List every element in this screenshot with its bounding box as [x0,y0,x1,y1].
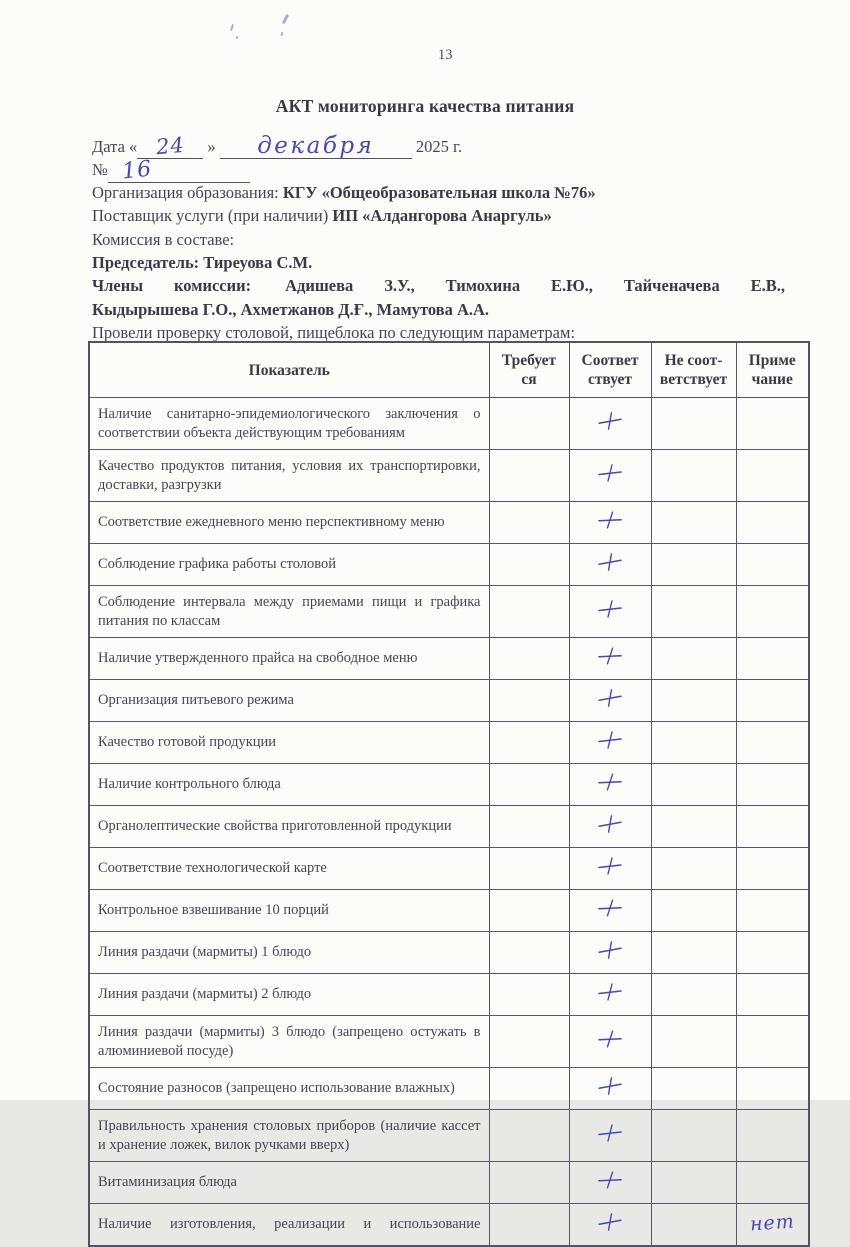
document-title: АКТ мониторинга качества питания [275,96,575,116]
ink-smudge [230,24,234,31]
cell-not-conforms [651,1204,736,1247]
header-line: ствует [587,371,633,388]
intro-line: Провели проверку столовой, пищеблока по следующим параметрам: [92,323,576,343]
cell-not-conforms [651,398,736,450]
handwritten-check-mark [595,686,624,710]
handwritten-number: 16 [120,156,154,185]
cell-note [736,1110,809,1162]
cell-required [489,1016,569,1068]
row-indicator-label: Линия раздачи (мармиты) 1 блюдо [89,932,489,974]
cell-required [489,544,569,586]
handwritten-check-mark [595,812,624,836]
cell-required [489,764,569,806]
cell-conforms [569,848,651,890]
table-row [89,586,809,638]
cell-not-conforms [651,1110,736,1162]
cell-note [736,544,809,586]
cell-note [736,890,809,932]
table-row [89,680,809,722]
cell-note [736,398,809,450]
row-indicator-label: Линия раздачи (мармиты) 3 блюдо (запрещено остужать в алюминиевой посуде) [89,1016,489,1068]
row-indicator-label: Витаминизация блюда [89,1162,489,1204]
date-prefix: Дата « [92,137,138,156]
header-line: ся [521,371,537,388]
cell-not-conforms [651,586,736,638]
page-number: 13 [438,47,453,63]
cell-conforms [569,806,651,848]
cell-not-conforms [651,502,736,544]
cell-note [736,1204,809,1247]
cell-note [736,450,809,502]
cell-conforms [569,1110,651,1162]
cell-required [489,890,569,932]
cell-required [489,932,569,974]
cell-note [736,932,809,974]
cell-conforms [569,1016,651,1068]
ink-smudge [282,14,289,24]
table-row [89,764,809,806]
row-indicator-label: Органолептические свойства приготовленной продукции [89,806,489,848]
cell-conforms [569,638,651,680]
table-body [89,398,809,1247]
supplier-value: ИП «Алдангорова Анаргуль» [332,206,552,226]
header-line: Требует [501,352,557,369]
row-indicator-label: Соответствие технологической карте [89,848,489,890]
cell-required [489,680,569,722]
cell-note [736,848,809,890]
cell-conforms [569,1162,651,1204]
cell-note [736,806,809,848]
handwritten-check-mark [595,938,624,962]
col-header-not-conforms [651,342,736,398]
header-line: Приме [748,352,796,369]
table-row [89,1204,809,1247]
cell-not-conforms [651,848,736,890]
handwritten-check-mark [596,462,624,484]
cell-required [489,398,569,450]
cell-not-conforms [651,1162,736,1204]
row-indicator-label: Наличие санитарно-эпидемиологического заключения о соответствии объекта действующим требованиям [89,398,489,450]
cell-note [736,764,809,806]
ink-smudge [281,32,284,36]
cell-required [489,1068,569,1110]
table-row [89,1016,809,1068]
cell-conforms [569,932,651,974]
handwritten-check-mark [595,1168,624,1192]
header-line: Соответ [581,352,639,369]
table-row [89,544,809,586]
handwritten-check-mark [595,1210,624,1234]
chairman-line: Председатель: Тиреуова С.М. [92,252,313,272]
cell-not-conforms [651,450,736,502]
cell-note [736,722,809,764]
row-indicator-label: Соблюдение интервала между приемами пищи и графика питания по классам [89,586,489,638]
members-names-1: Адишева З.У., Тимохина Е.Ю., Тайченачева Е.В., [285,276,785,296]
cell-conforms [569,890,651,932]
handwritten-note: нет [749,1210,796,1236]
table-row [89,932,809,974]
table-row [89,398,809,450]
table-row [89,1110,809,1162]
handwritten-check-mark [595,644,624,668]
table-row [89,890,809,932]
date-close-quote: » [207,137,216,156]
organization-line [92,181,785,204]
date-month-blank [220,134,412,159]
row-indicator-label: Состояние разносов (запрещено использование влажных) [89,1068,489,1110]
cell-not-conforms [651,1068,736,1110]
cell-not-conforms [651,722,736,764]
cell-not-conforms [651,680,736,722]
cell-note [736,1162,809,1204]
header-line: ветствует [659,371,728,388]
cell-note [736,680,809,722]
cell-conforms [569,586,651,638]
supplier-line [92,204,785,227]
cell-note [736,586,809,638]
date-line [92,132,785,160]
table-row [89,848,809,890]
cell-note [736,1068,809,1110]
table-row [89,638,809,680]
row-indicator-label: Наличие изготовления, реализации и использование [89,1204,489,1247]
table-row [89,1068,809,1110]
handwritten-check-mark [596,598,624,620]
cell-required [489,502,569,544]
cell-note [736,502,809,544]
table-row [89,450,809,502]
cell-conforms [569,502,651,544]
row-indicator-label: Наличие контрольного блюда [89,764,489,806]
cell-required [489,848,569,890]
row-indicator-label: Правильность хранения столовых приборов (наличие кассет и хранение ложек, вилок ручками вверх) [89,1110,489,1162]
col-header-required [489,342,569,398]
cell-conforms [569,764,651,806]
cell-conforms [569,722,651,764]
header-block [92,134,785,345]
cell-required [489,1162,569,1204]
cell-note [736,1016,809,1068]
table-row [89,974,809,1016]
number-blank [108,156,250,185]
cell-required [489,450,569,502]
col-header-conforms [569,342,651,398]
table-row [89,502,809,544]
cell-required [489,638,569,680]
cell-not-conforms [651,890,736,932]
row-indicator-label: Соблюдение графика работы столовой [89,544,489,586]
handwritten-check-mark [595,550,624,574]
row-indicator-label: Качество продуктов питания, условия их транспортировки, доставки, разгрузки [89,450,489,502]
handwritten-check-mark [595,1027,624,1051]
cell-note [736,974,809,1016]
handwritten-check-mark [596,1122,624,1144]
handwritten-check-mark [595,770,624,794]
ink-smudge [236,36,238,39]
inspection-table [88,341,810,1247]
cell-conforms [569,680,651,722]
row-indicator-label: Организация питьевого режима [89,680,489,722]
cell-required [489,1110,569,1162]
date-day-blank [137,134,203,159]
cell-not-conforms [651,638,736,680]
table-row [89,1162,809,1204]
cell-conforms [569,1068,651,1110]
cell-not-conforms [651,1016,736,1068]
header-line: чание [751,371,793,388]
row-indicator-label: Контрольное взвешивание 10 порций [89,890,489,932]
handwritten-check-mark [596,855,624,877]
table-row [89,806,809,848]
cell-required [489,806,569,848]
table-row [89,722,809,764]
cell-conforms [569,1204,651,1247]
cell-not-conforms [651,806,736,848]
date-year: 2025 г. [415,137,463,156]
number-label: № [92,160,108,180]
supplier-label: Поставщик услуги (при наличии) [92,206,329,226]
members-line-2: Кыдырышева Г.О., Ахметжанов Д.Ғ., Мамутова А.А. [92,299,490,319]
handwritten-check-mark [595,896,624,920]
cell-not-conforms [651,932,736,974]
row-indicator-label: Линия раздачи (мармиты) 2 блюдо [89,974,489,1016]
cell-not-conforms [651,544,736,586]
header-line: Показатель [248,361,330,379]
col-header-indicator [89,342,489,398]
col-header-note [736,342,809,398]
cell-not-conforms [651,974,736,1016]
members-line-1 [92,274,785,297]
table-header-row [89,342,809,398]
row-indicator-label: Наличие утвержденного прайса на свободное меню [89,638,489,680]
commission-line: Комиссия в составе: [92,229,235,249]
cell-conforms [569,974,651,1016]
cell-note [736,638,809,680]
cell-required [489,974,569,1016]
handwritten-check-mark [595,1074,624,1098]
cell-conforms [569,450,651,502]
number-line [92,156,785,185]
handwritten-check-mark [595,508,624,532]
row-indicator-label: Соответствие ежедневного меню перспективному меню [89,502,489,544]
handwritten-check-mark [596,981,624,1003]
organization-label: Организация образования: [92,182,279,202]
cell-required [489,586,569,638]
handwritten-check-mark [596,729,624,751]
cell-not-conforms [651,764,736,806]
handwritten-date-month: декабря [257,133,375,159]
cell-required [489,1204,569,1247]
cell-required [489,722,569,764]
handwritten-check-mark [595,409,624,433]
row-indicator-label: Качество готовой продукции [89,722,489,764]
handwritten-date-day: 24 [154,132,186,160]
header-line: Не соот- [664,352,723,369]
cell-conforms [569,544,651,586]
organization-value: КГУ «Общеобразовательная школа №76» [282,182,596,202]
table-header [89,342,809,398]
cell-conforms [569,398,651,450]
members-label: Члены комиссии: [92,276,252,296]
